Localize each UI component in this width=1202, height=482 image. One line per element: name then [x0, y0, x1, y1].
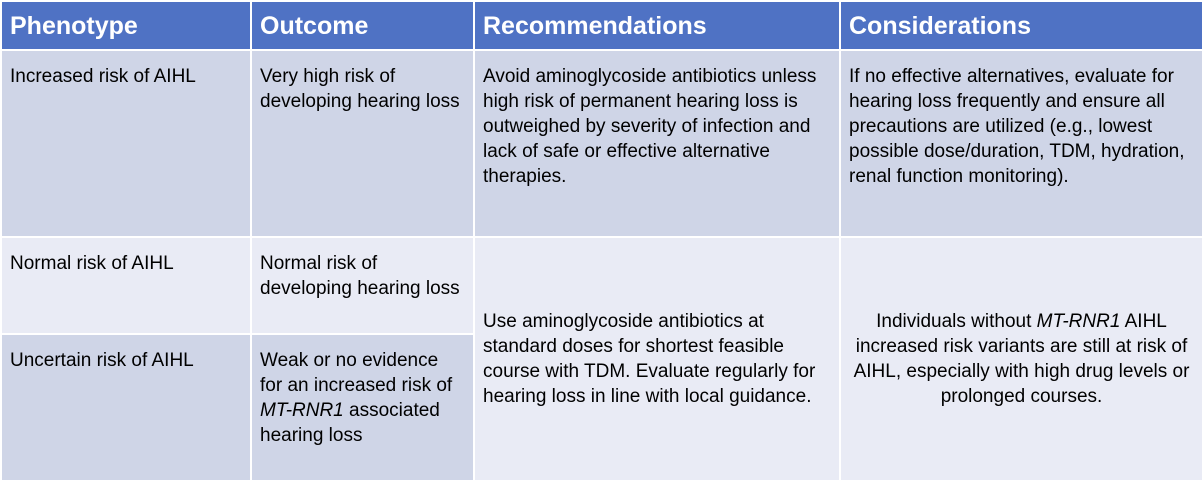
header-row: [1, 1, 1202, 50]
recommendations-shared-cell: Use aminoglycoside antibiotics at standard doses for shortest feasible course with TDM. Evaluate regularly for hearing loss in line with local guidance.: [474, 237, 840, 481]
considerations-shared-cell: [840, 237, 1202, 481]
table-row: [1, 237, 1202, 333]
phenotype-cell: Uncertain risk of AIHL: [1, 334, 251, 481]
header-considerations: Considerations: [840, 1, 1202, 50]
outcome-cell: Very high risk of developing hearing loss: [251, 50, 474, 237]
phenotype-cell: Increased risk of AIHL: [1, 50, 251, 237]
gene-name: MT-RNR1: [1036, 311, 1121, 333]
considerations-text-pre: Individuals without: [876, 311, 1037, 333]
header-outcome: Outcome: [251, 1, 474, 50]
gene-name: MT-RNR1: [260, 399, 344, 421]
table-row: [1, 50, 1202, 237]
considerations-text-post: AIHL increased risk variants are still at risk of AIHL, especially with high drug levels or prolonged courses.: [853, 311, 1190, 408]
outcome-cell: [251, 334, 474, 481]
outcome-text-post: associated hearing loss: [260, 399, 440, 446]
header-recommendations: Recommendations: [474, 1, 840, 50]
recommendations-cell: Avoid aminoglycoside antibiotics unless high risk of permanent hearing loss is outweighed by severity of infection and lack of safe or effective alternative therapies.: [474, 50, 840, 237]
outcome-cell: Normal risk of developing hearing loss: [251, 237, 474, 333]
considerations-cell: If no effective alternatives, evaluate for hearing loss frequently and ensure all precautions are utilized (e.g., lowest possible dose/duration, TDM, hydration, renal function monitoring).: [840, 50, 1202, 237]
outcome-text-pre: Weak or no evidence for an increased risk of: [260, 349, 453, 396]
header-phenotype: Phenotype: [1, 1, 251, 50]
phenotype-cell: Normal risk of AIHL: [1, 237, 251, 333]
